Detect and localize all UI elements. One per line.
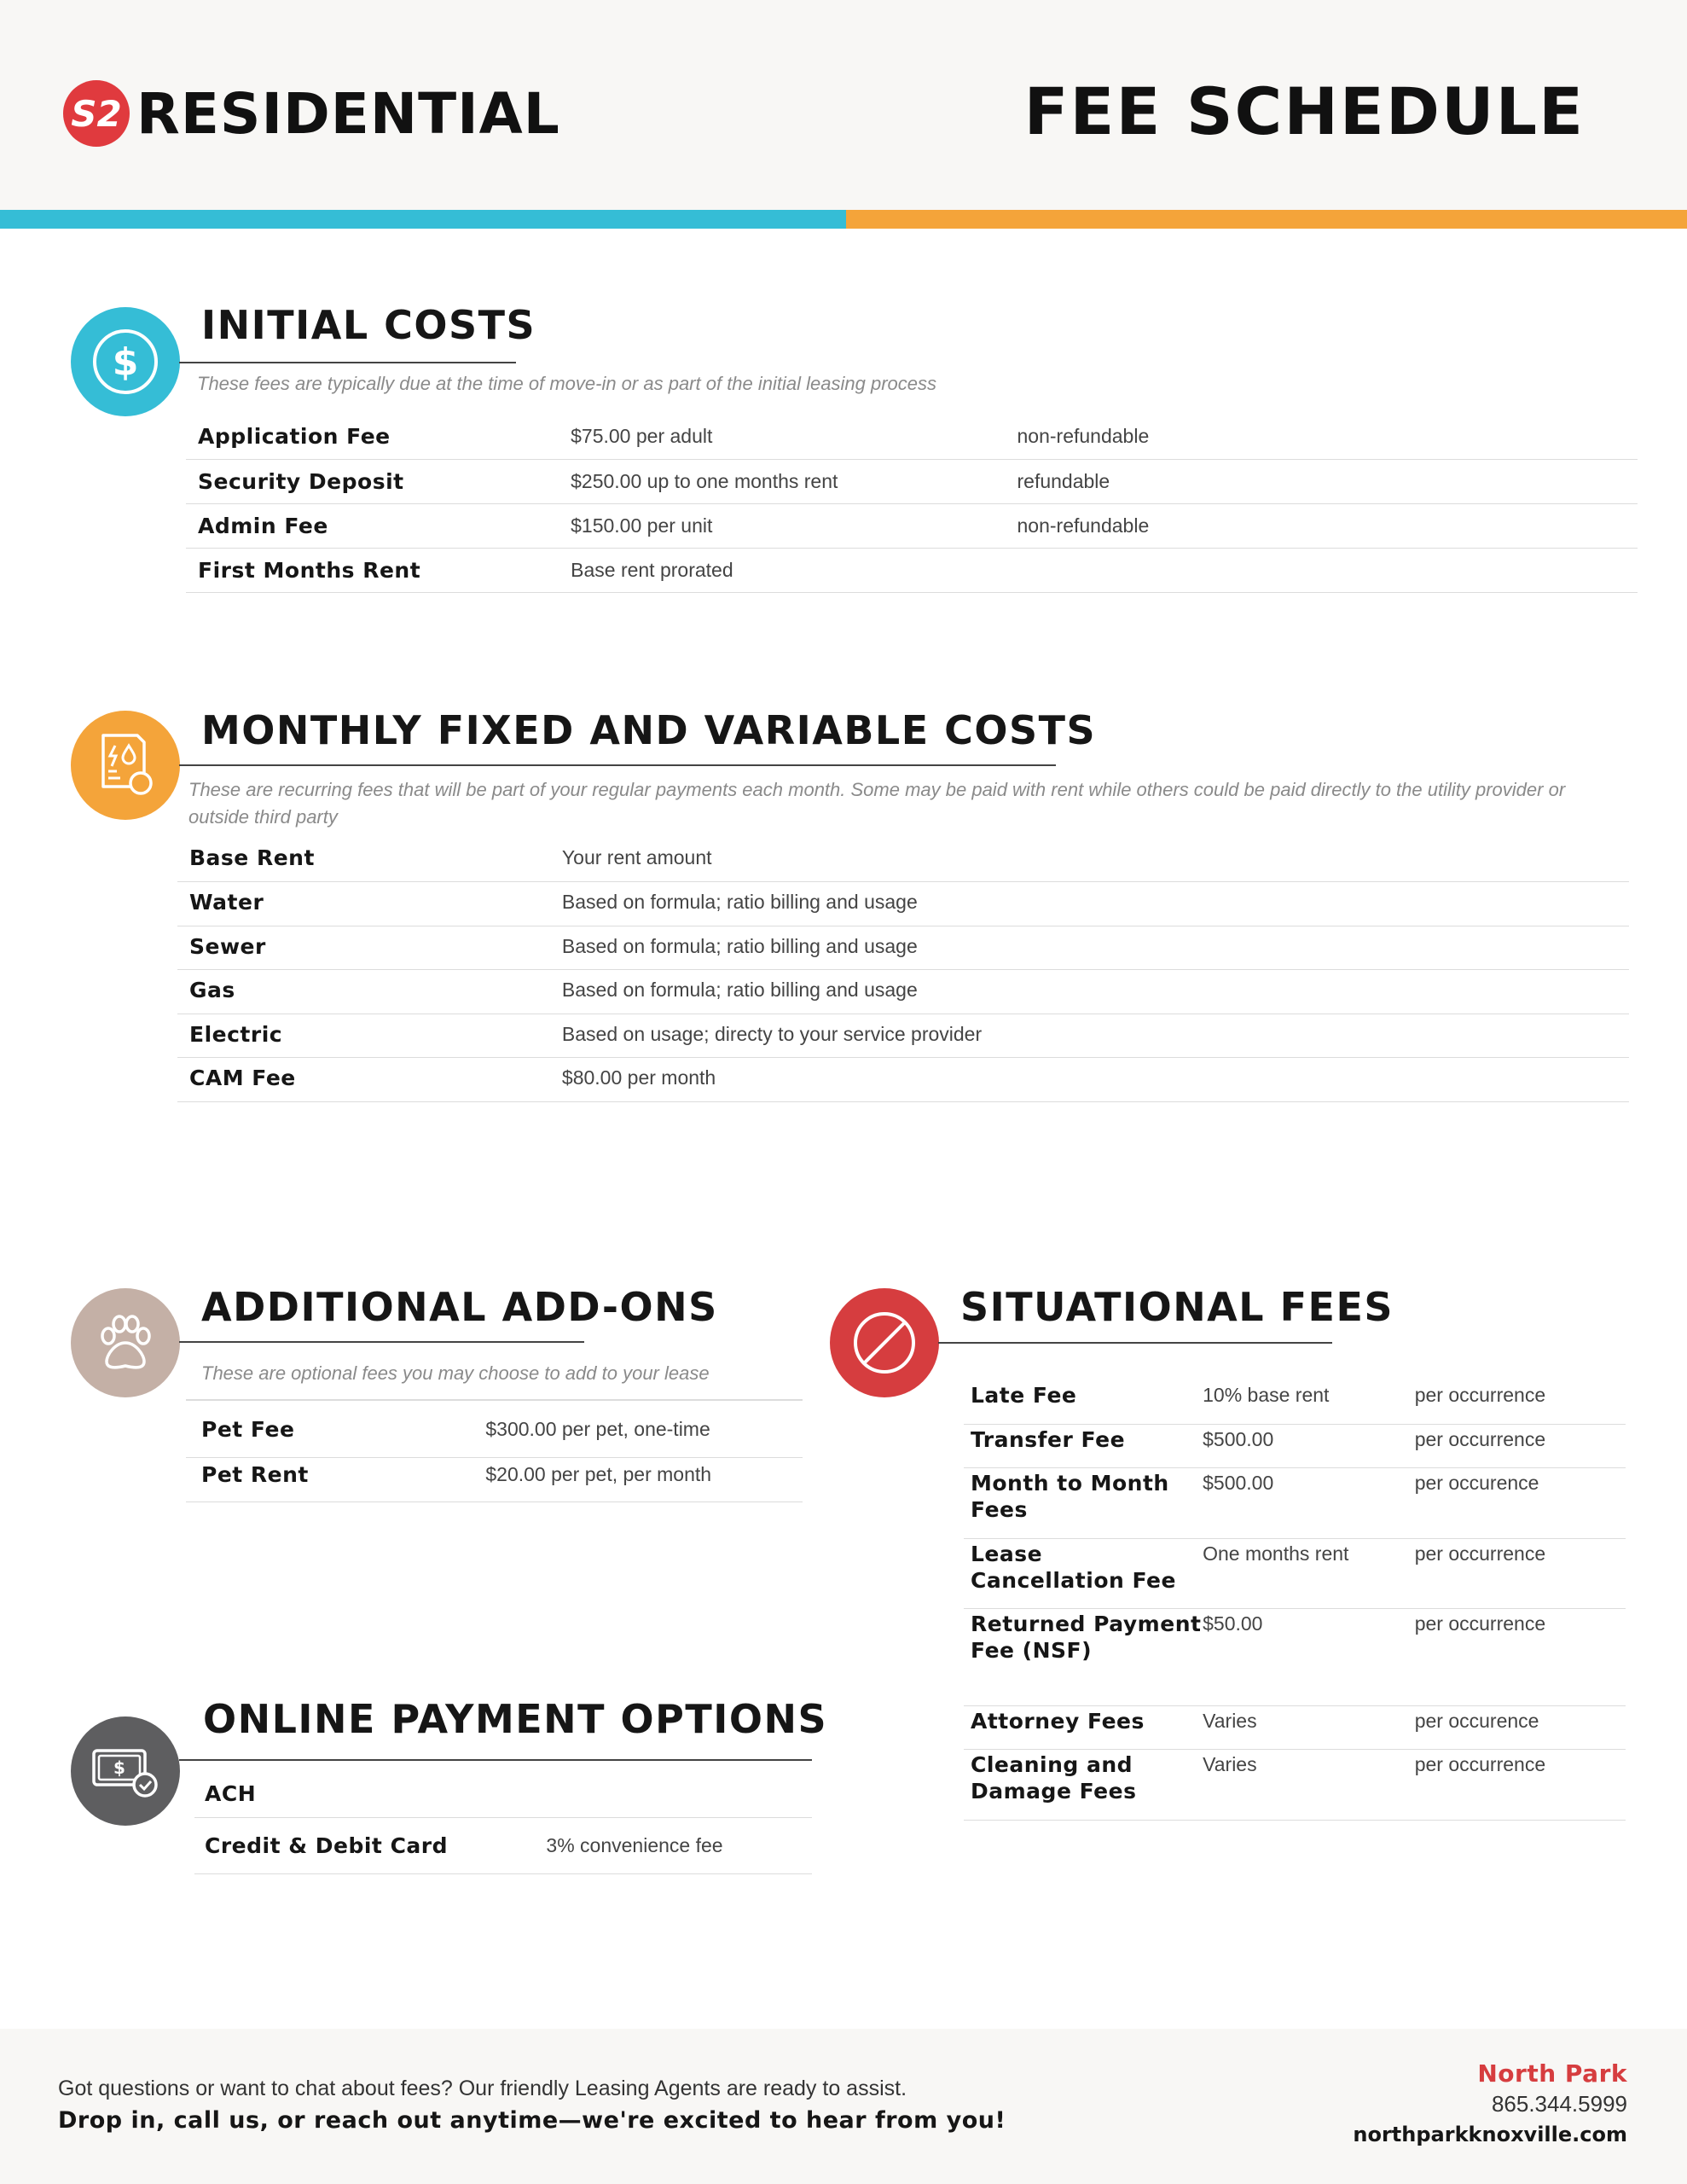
table-row <box>186 503 1638 548</box>
fee-label: First Months Rent <box>186 548 571 592</box>
fee-note: non-refundable <box>1017 415 1638 459</box>
fee-amount: $80.00 per month <box>562 1058 1629 1102</box>
utility-bill-icon <box>71 711 180 820</box>
fee-amount: $50.00 <box>1203 1608 1415 1705</box>
fee-label: Cleaning and Damage Fees <box>964 1749 1203 1820</box>
fee-amount: Based on formula; ratio billing and usage <box>562 882 1629 926</box>
logo-wordmark: RESIDENTIAL <box>136 80 560 147</box>
prohibited-icon <box>830 1288 939 1397</box>
fee-amount: Based on usage; directy to your service provider <box>562 1014 1629 1058</box>
addons-table <box>186 1413 803 1502</box>
fee-note: refundable <box>1017 459 1638 503</box>
table-row <box>186 1457 803 1502</box>
payment-note: 3% convenience fee <box>546 1817 812 1873</box>
situational-rule <box>938 1342 1332 1344</box>
payment-method: ACH <box>194 1771 546 1817</box>
fee-note: per occurrence <box>1415 1538 1626 1608</box>
table-row <box>186 415 1638 459</box>
fee-label: Security Deposit <box>186 459 571 503</box>
table-row <box>964 1749 1626 1820</box>
table-row <box>964 1608 1626 1705</box>
fee-label: Attorney Fees <box>964 1705 1203 1749</box>
fee-amount: Base rent prorated <box>571 548 1017 592</box>
fee-label: Transfer Fee <box>964 1424 1203 1467</box>
fee-note: per occurence <box>1415 1467 1626 1538</box>
fee-amount: $20.00 per pet, per month <box>485 1457 803 1502</box>
fee-label: Water <box>177 882 562 926</box>
situational-table <box>964 1380 1626 1821</box>
fee-label: Pet Fee <box>186 1413 485 1457</box>
fee-amount: Based on formula; ratio billing and usage <box>562 926 1629 970</box>
monthly-costs-title: MONTHLY FIXED AND VARIABLE COSTS <box>201 707 1097 753</box>
table-row <box>177 1014 1629 1058</box>
website-link[interactable]: northparkknoxville.com <box>1353 2123 1627 2146</box>
fee-label: Pet Rent <box>186 1457 485 1502</box>
fee-note: per occurence <box>1415 1705 1626 1749</box>
company-logo <box>61 75 560 152</box>
table-row <box>964 1705 1626 1749</box>
fee-note: non-refundable <box>1017 503 1638 548</box>
s2-logo-icon <box>61 78 131 148</box>
monthly-costs-subtitle: These are recurring fees that will be part of your regular payments each month. Some may be paid with rent while others could be paid directly to the utility provider or outside third party <box>188 779 1566 828</box>
fee-label: Admin Fee <box>186 503 571 548</box>
initial-costs-table <box>186 415 1638 593</box>
table-row <box>186 548 1638 592</box>
header-accent-bar-blue <box>0 210 846 229</box>
fee-amount: One months rent <box>1203 1538 1415 1608</box>
fee-note: per occurrence <box>1415 1608 1626 1705</box>
fee-amount: Your rent amount <box>562 838 1629 882</box>
fee-label: Lease Cancellation Fee <box>964 1538 1203 1608</box>
table-row <box>194 1817 812 1873</box>
svg-text:$: $ <box>113 1757 125 1778</box>
addons-rule <box>179 1341 584 1343</box>
payments-rule <box>179 1759 812 1761</box>
table-row <box>177 926 1629 970</box>
fee-label: Late Fee <box>964 1380 1203 1424</box>
payments-table <box>194 1771 812 1874</box>
fee-label: Sewer <box>177 926 562 970</box>
fee-label: CAM Fee <box>177 1058 562 1102</box>
addons-title: ADDITIONAL ADD-ONS <box>201 1284 718 1330</box>
initial-costs-title: INITIAL COSTS <box>201 302 536 348</box>
dollar-icon <box>71 307 180 416</box>
property-name: North Park <box>1477 2059 1627 2088</box>
fee-amount: $500.00 <box>1203 1424 1415 1467</box>
table-row <box>186 459 1638 503</box>
paw-icon <box>71 1288 180 1397</box>
cash-payment-icon <box>71 1716 180 1826</box>
footer-callout: Drop in, call us, or reach out anytime—we're excited to hear from you! <box>58 2107 1006 2134</box>
fee-amount: $500.00 <box>1203 1467 1415 1538</box>
fee-label: Application Fee <box>186 415 571 459</box>
payment-method: Credit & Debit Card <box>194 1817 546 1873</box>
fee-note: per occurrence <box>1415 1380 1626 1424</box>
table-row <box>177 970 1629 1014</box>
fee-label: Base Rent <box>177 838 562 882</box>
fee-label: Month to Month Fees <box>964 1467 1203 1538</box>
fee-amount: $75.00 per adult <box>571 415 1017 459</box>
table-row <box>194 1771 812 1817</box>
initial-costs-rule <box>179 362 516 363</box>
footer-contact <box>1353 2059 1627 2146</box>
fee-label: Gas <box>177 970 562 1014</box>
monthly-costs-rule <box>179 764 1056 766</box>
table-row <box>964 1467 1626 1538</box>
initial-costs-subtitle: These fees are typically due at the time of move-in or as part of the initial leasing process <box>197 373 936 394</box>
fee-note: per occurrence <box>1415 1424 1626 1467</box>
phone-number[interactable]: 865.344.5999 <box>1491 2091 1627 2117</box>
fee-note <box>1017 548 1638 592</box>
table-row <box>186 1413 803 1457</box>
svg-text:$: $ <box>112 340 139 384</box>
table-row <box>964 1380 1626 1424</box>
fee-amount: Varies <box>1203 1749 1415 1820</box>
footer-message: Got questions or want to chat about fees? Our friendly Leasing Agents are ready to assist. <box>58 2077 907 2100</box>
table-row <box>177 1058 1629 1102</box>
table-row <box>177 882 1629 926</box>
fee-amount: $250.00 up to one months rent <box>571 459 1017 503</box>
page-title: FEE SCHEDULE <box>1023 73 1585 149</box>
table-row <box>964 1538 1626 1608</box>
addons-table-top-rule <box>186 1399 803 1401</box>
monthly-costs-table <box>177 838 1629 1102</box>
fee-label: Electric <box>177 1014 562 1058</box>
addons-subtitle: These are optional fees you may choose to add to your lease <box>201 1362 710 1384</box>
fee-note: per occurrence <box>1415 1749 1626 1820</box>
fee-amount: 10% base rent <box>1203 1380 1415 1424</box>
svg-text:S2: S2 <box>71 93 122 135</box>
payment-note <box>546 1771 812 1817</box>
fee-amount: $300.00 per pet, one-time <box>485 1413 803 1457</box>
fee-amount: $150.00 per unit <box>571 503 1017 548</box>
fee-amount: Varies <box>1203 1705 1415 1749</box>
header-accent-bar-orange <box>846 210 1687 229</box>
table-row <box>177 838 1629 882</box>
payments-title: ONLINE PAYMENT OPTIONS <box>203 1696 828 1742</box>
situational-title: SITUATIONAL FEES <box>960 1284 1394 1330</box>
table-row <box>964 1424 1626 1467</box>
fee-label: Returned Payment Fee (NSF) <box>964 1608 1203 1705</box>
fee-amount: Based on formula; ratio billing and usage <box>562 970 1629 1014</box>
